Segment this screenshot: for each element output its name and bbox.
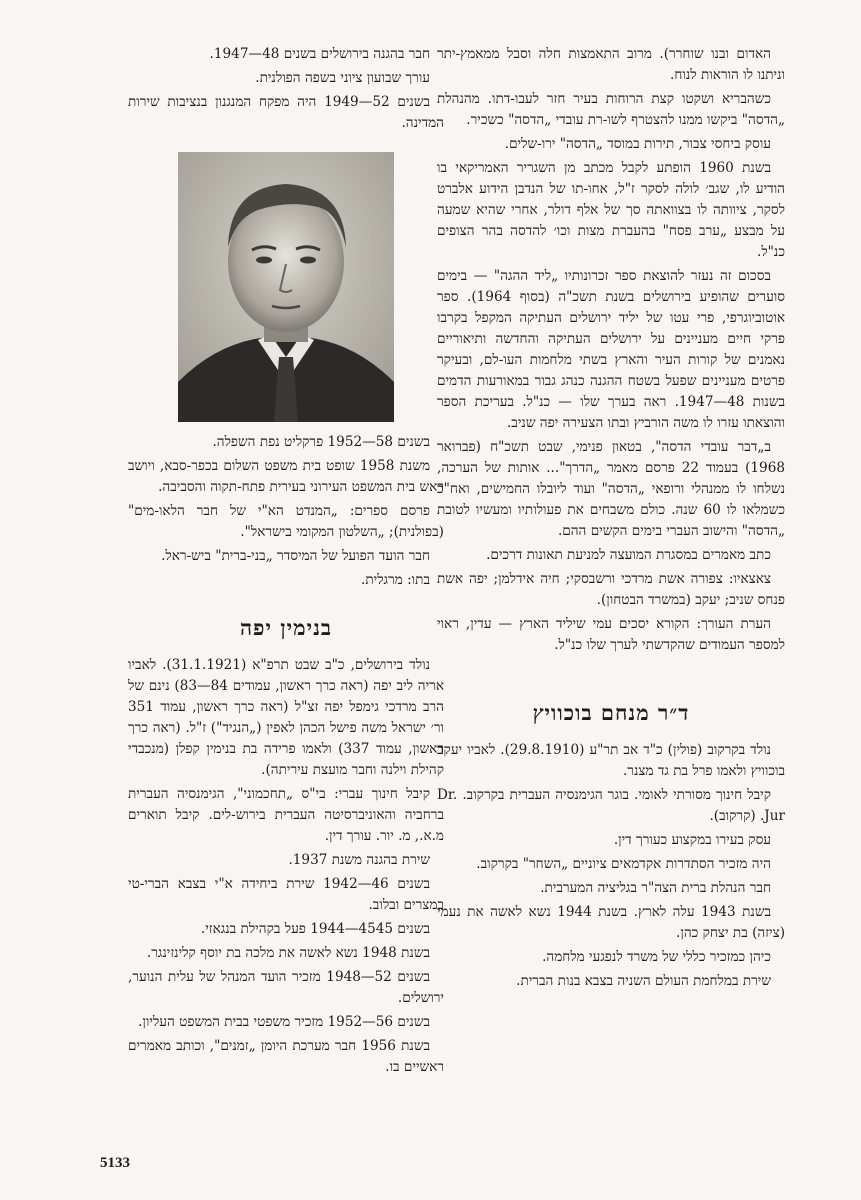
left-mid-text [128,432,444,591]
right-column [437,44,785,995]
paragraph: בשנת 1943 עלה לארץ. בשנת 1944 נשא לאשה את נעמי (ציזה) בת יצחק כהן. [437,904,785,941]
paragraph: בשנים 52—1949 היה מפקח המנגנון בנציבות שירות המדינה. [128,94,444,131]
paragraph: עוסק ביחסי צבור, תירות במוסד „הדסה" ירו-שלים. [504,136,771,152]
paragraph: שירת בהגנה משנת 1937. [288,852,430,868]
paragraph: ב„דבר עובדי הדסה", בטאון פנימי, שבט תשכ"ח (פברואר 1968) בעמוד 22 פרסם מאמר „הדרך"... אותות של הערכה, נשלחו לו ממנהלי ורופאי „הדסה" ועוד ליובלו החמישים, ואח"כ כשמלאו לו 60 שנה. כולם משבחים את פעולותיו ומעשיו לטובת „הדסה" והישוב העברי בימים הקשים ההם. [437,439,786,539]
paragraph: בשנת 1956 חבר מערכת היומן „זמנים", וכותב מאמרים ראשיים בו. [128,1038,444,1075]
portrait-photo [178,152,394,422]
paragraph: חבר בהגנה בירושלים בשנים 48—1947. [209,46,430,62]
paragraph: בשנת 1948 נשא לאשה את מלכה בת יוסף קלינזינגר. [146,945,430,961]
paragraph: כיהן כמזכיר כללי של משרד לנפגעי מלחמה. [542,949,771,965]
right-bottom-text [437,740,785,992]
paragraph: הערת העורך: הקורא יסכים עמי שיליד הארץ — עדין, ראוי למספר העמודים שהקדשתי לערך שלו כנ"ל. [437,616,785,653]
paragraph: צאצאיו: צפורה אשת מרדכי ורשבסקי; חיה אידלמן; יפה אשת פנחס שניב; יעקב (במשרד הבטחון). [437,571,785,608]
left-bottom-text [128,655,444,1078]
paragraph: בשנים 46—1942 שירת ביחידה א"י בצבא הברי-טי במצרים ובלוב. [128,876,444,913]
paragraph: שירת במלחמת העולם השניה בצבא בנות הברית. [516,973,771,989]
paragraph: עסק בעירו במקצוע כעורך דין. [613,832,771,848]
paragraph: בתו: מרגלית. [361,572,430,588]
paragraph: בשנת 1960 הופתע לקבל מכתב מן השגריר האמריקאי בו הודיע לו, שגב׳ לולה לסקר ז"ל, אחו-תו של הנדבן הידוע אלברט לסקר, ציוותה לו בצוואתה סך של אלף דולר, אחרי שהיא שמעה על מבצע „ערב פסח" בהעברת מצות וכו׳ להדסה בהר הצופים כנ"ל. [437,160,785,260]
paragraph: נולד בירושלים, כ"ב שבט תרפ"א (31.1.1921). לאביו אריה ליב יפה (ראה כרך ראשון, עמודים 84—83) נינם של הרב מרדכי גימפל יפה זצ"ל (ראה כרך ראשון, עמוד 351 ור׳ ישראל משה פישל הכהן לאפין („הנגיד") ז"ל. (ראה כרך ראשון, עמוד 337) ולאמו פרידה בת בנימין קפלן (מנכבדי קהילת וילנה וחבר מועצת עיריתה). [128,657,444,778]
paragraph: בשנים 58—1952 פרקליט נפת השפלה. [212,434,430,450]
paragraph: פרסם ספרים: „המנדט הא"י של חבר הלאו-מים" (בפולנית); „השלטון המקומי בישראל". [128,503,444,540]
right-top-text [437,44,785,656]
paragraph: עורך שבועון ציוני בשפה הפולנית. [255,70,430,86]
left-column [128,44,444,1081]
portrait-image [178,152,394,422]
section-title-jaffe: בנימין יפה [239,615,333,640]
paragraph: בשנים 56—1952 מזכיר משפטי בבית המשפט העליון. [138,1014,430,1030]
paragraph: כשהבריא ושקטו קצת הרוחות בעיר חזר לעבו-דתו. מהנהלת „הדסה" ביקשו ממנו להצטרף לשו-רת עובדי „הדסה" כשכיר. [437,91,785,128]
paragraph: בשנים 52—1948 מזכיר הועד המנהל של עלית הנוער, ירושלים. [128,969,444,1006]
paragraph: משנת 1958 שופט בית משפט השלום בכפר-סבא, ויושב ראש בית המשפט העירוני בעירית פתח-תקוה והסביבה. [128,458,444,495]
paragraph: כתב מאמרים במסגרת המועצה למניעת תאונות דרכים. [486,547,771,563]
paragraph: בסכום זה נעזר להוצאת ספר זכרונותיו „ליד ההגה" — בימים סוערים שהופיע בירושלים בשנת תשכ"ה (בסוף 1964). ספר אוטוביוגרפי, פרי עטו של יליד ירושלים העתיקה המקפל בקרבו פרקי חיים מעניינים על ירושלים העתיקה והחדשה ותיאוריים נאמנים של קורות העיר והארץ בשתי מלחמות העו-לם, ובעיקר פרטים מעניינים שפעל בשטח ההגנה כנהג גבור במאורעות הדמים בשנות 48—1947. ראה בערך שלו — כנ"ל. בעריכת הספר והוצאתו עזרו לו משה הורביץ ובתו הצעירה יפה שניב. [437,268,786,431]
section-title-buchowitz: ד״ר מנחם בוכוויץ [532,700,690,725]
paragraph: חבר הנהלת ברית הצה"ר בגליציה המערבית. [540,880,771,896]
page-number: 5133 [100,1155,130,1171]
paragraph: קיבל חינוך עברי: בי"ס „תחכמוני", הגימנסיה העברית ברחביה והאוניברסיטה העברית בירוש-לים. קיבל תוארים מ.א., מ. יור. עורך דין. [128,786,444,844]
paragraph: נולד בקרקוב (פולין) כ"ד אב תר"ע (29.8.1910). לאביו יעקב בוכוויץ ולאמו פרל בת גד מצנר. [437,742,785,779]
paragraph: היה מזכיר הסתדרות אקדמאים ציוניים „השחר" בקרקוב. [476,856,771,872]
paragraph: האדום ובנו שוחרר). מרוב התאמצות חלה וסבל ממאמץ-יתר וניתנו לו הוראות לנוח. [437,46,785,83]
paragraph: חבר הועד הפועל של המיסדר „בני-ברית" ביש-ראל. [161,548,430,564]
left-top-text [128,44,444,134]
paragraph: קיבל חינוך מסורתי לאומי. בוגר הגימנסיה העברית בקרקוב. Dr. Jur. (קרקוב). [437,787,785,824]
paragraph: בשנים 4545—1944 פעל בקהילת בנגאזי. [200,921,430,937]
